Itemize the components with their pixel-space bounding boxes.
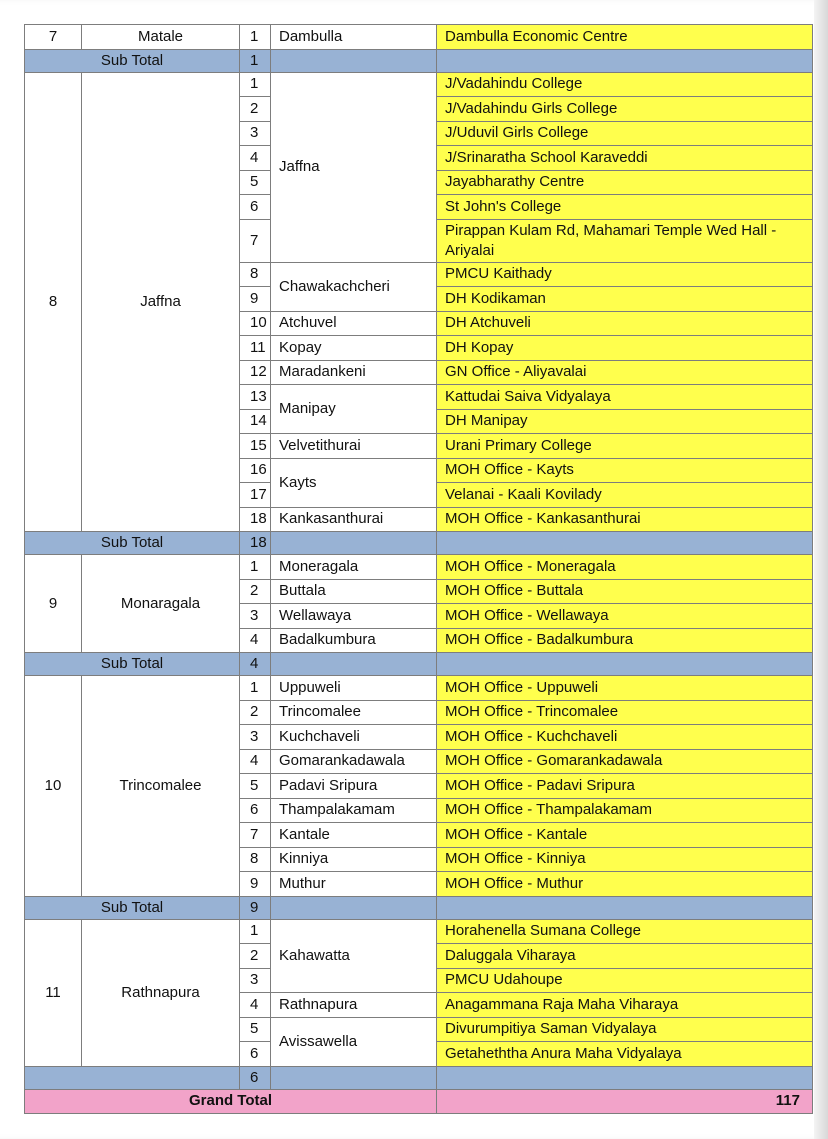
row-number: 14: [240, 409, 271, 434]
sub-total-value: 9: [240, 896, 271, 919]
table-row: [25, 25, 813, 50]
district-number: 7: [25, 25, 82, 50]
location-cell: GN Office - Aliyavalai: [437, 360, 813, 385]
district-name: Matale: [82, 25, 240, 50]
location-cell: J/Vadahindu Girls College: [437, 97, 813, 122]
location-cell: Dambulla Economic Centre: [437, 25, 813, 50]
sub-total-row: [25, 653, 813, 676]
location-cell: MOH Office - Trincomalee: [437, 700, 813, 725]
district-name: Rathnapura: [82, 919, 240, 1066]
location-cell: MOH Office - Kankasanthurai: [437, 507, 813, 532]
division-name: Kahawatta: [271, 919, 437, 993]
division-name: Wellawaya: [271, 604, 437, 629]
division-name: Padavi Sripura: [271, 774, 437, 799]
sub-total-row: [25, 896, 813, 919]
district-number: 8: [25, 72, 82, 532]
location-cell: Urani Primary College: [437, 434, 813, 459]
sub-total-label: Sub Total: [25, 896, 240, 919]
location-cell: MOH Office - Muthur: [437, 872, 813, 897]
row-number: 1: [240, 555, 271, 580]
row-number: 5: [240, 170, 271, 195]
division-name: Dambulla: [271, 25, 437, 50]
location-cell: J/Vadahindu College: [437, 72, 813, 97]
district-number: 10: [25, 676, 82, 897]
sub-total-value: 6: [240, 1066, 271, 1089]
location-cell: MOH Office - Buttala: [437, 579, 813, 604]
division-name: Velvetithurai: [271, 434, 437, 459]
row-number: 13: [240, 385, 271, 410]
location-cell: MOH Office - Kayts: [437, 458, 813, 483]
grand-total-label: Grand Total: [25, 1089, 437, 1113]
location-cell: Getaheththa Anura Maha Vidyalaya: [437, 1042, 813, 1067]
division-name: Rathnapura: [271, 993, 437, 1018]
district-name: Jaffna: [82, 72, 240, 532]
row-number: 2: [240, 944, 271, 969]
location-cell: Anagammana Raja Maha Viharaya: [437, 993, 813, 1018]
row-number: 3: [240, 604, 271, 629]
table-row: [25, 555, 813, 580]
table-row: [25, 676, 813, 701]
division-name: Uppuweli: [271, 676, 437, 701]
row-number: 5: [240, 1017, 271, 1042]
row-number: 18: [240, 507, 271, 532]
sub-total-label: Sub Total: [25, 653, 240, 676]
table-row: [25, 919, 813, 944]
district-name: Trincomalee: [82, 676, 240, 897]
row-number: 4: [240, 628, 271, 653]
sub-total-label: Sub Total: [25, 532, 240, 555]
row-number: 1: [240, 919, 271, 944]
location-cell: Daluggala Viharaya: [437, 944, 813, 969]
row-number: 1: [240, 72, 271, 97]
division-name: Kuchchaveli: [271, 725, 437, 750]
location-cell: Pirappan Kulam Rd, Mahamari Temple Wed Hall - Ariyalai: [437, 219, 813, 262]
location-cell: DH Kopay: [437, 336, 813, 361]
location-cell: St John's College: [437, 195, 813, 220]
row-number: 1: [240, 676, 271, 701]
division-name: Avissawella: [271, 1017, 437, 1066]
row-number: 6: [240, 1042, 271, 1067]
row-number: 7: [240, 823, 271, 848]
row-number: 3: [240, 968, 271, 993]
division-name: Maradankeni: [271, 360, 437, 385]
division-name: Kayts: [271, 458, 437, 507]
row-number: 4: [240, 993, 271, 1018]
division-name: Thampalakamam: [271, 798, 437, 823]
sub-total-value: 18: [240, 532, 271, 555]
row-number: 6: [240, 798, 271, 823]
row-number: 12: [240, 360, 271, 385]
location-cell: MOH Office - Badalkumbura: [437, 628, 813, 653]
sub-total-value: 4: [240, 653, 271, 676]
location-cell: Horahenella Sumana College: [437, 919, 813, 944]
location-cell: MOH Office - Thampalakamam: [437, 798, 813, 823]
sub-total-row: [25, 49, 813, 72]
row-number: 10: [240, 311, 271, 336]
location-cell: PMCU Kaithady: [437, 262, 813, 287]
district-number: 11: [25, 919, 82, 1066]
location-cell: MOH Office - Gomarankadawala: [437, 749, 813, 774]
location-cell: DH Kodikaman: [437, 287, 813, 312]
location-cell: Jayabharathy Centre: [437, 170, 813, 195]
grand-total-value: 117: [437, 1089, 813, 1113]
row-number: 3: [240, 121, 271, 146]
division-name: Badalkumbura: [271, 628, 437, 653]
location-cell: Kattudai Saiva Vidyalaya: [437, 385, 813, 410]
sub-total-label: Sub Total: [25, 49, 240, 72]
row-number: 9: [240, 287, 271, 312]
row-number: 5: [240, 774, 271, 799]
row-number: 4: [240, 146, 271, 171]
grand-total-row: [25, 1089, 813, 1113]
row-number: 2: [240, 97, 271, 122]
location-cell: MOH Office - Wellawaya: [437, 604, 813, 629]
division-name: Kopay: [271, 336, 437, 361]
location-cell: J/Uduvil Girls College: [437, 121, 813, 146]
location-cell: MOH Office - Kantale: [437, 823, 813, 848]
division-name: Moneragala: [271, 555, 437, 580]
row-number: 11: [240, 336, 271, 361]
row-number: 2: [240, 700, 271, 725]
location-cell: MOH Office - Kinniya: [437, 847, 813, 872]
location-cell: MOH Office - Moneragala: [437, 555, 813, 580]
vaccination-centre-table: [24, 24, 813, 1114]
division-name: Trincomalee: [271, 700, 437, 725]
division-name: Buttala: [271, 579, 437, 604]
division-name: Atchuvel: [271, 311, 437, 336]
location-cell: MOH Office - Uppuweli: [437, 676, 813, 701]
sub-total-value: 1: [240, 49, 271, 72]
row-number: 7: [240, 219, 271, 262]
division-name: Kankasanthurai: [271, 507, 437, 532]
division-name: Kinniya: [271, 847, 437, 872]
location-cell: MOH Office - Kuchchaveli: [437, 725, 813, 750]
table-row: [25, 72, 813, 97]
division-name: Kantale: [271, 823, 437, 848]
row-number: 1: [240, 25, 271, 50]
sub-total-row: [25, 532, 813, 555]
location-cell: DH Manipay: [437, 409, 813, 434]
location-cell: MOH Office - Padavi Sripura: [437, 774, 813, 799]
row-number: 4: [240, 749, 271, 774]
division-name: Chawakachcheri: [271, 262, 437, 311]
location-cell: PMCU Udahoupe: [437, 968, 813, 993]
division-name: Gomarankadawala: [271, 749, 437, 774]
district-number: 9: [25, 555, 82, 653]
row-number: 9: [240, 872, 271, 897]
page-edge: [814, 0, 828, 1139]
location-cell: DH Atchuveli: [437, 311, 813, 336]
row-number: 3: [240, 725, 271, 750]
row-number: 2: [240, 579, 271, 604]
row-number: 17: [240, 483, 271, 508]
division-name: Jaffna: [271, 72, 437, 262]
row-number: 8: [240, 847, 271, 872]
row-number: 6: [240, 195, 271, 220]
location-cell: Velanai - Kaali Kovilady: [437, 483, 813, 508]
row-number: 16: [240, 458, 271, 483]
location-cell: J/Srinaratha School Karaveddi: [437, 146, 813, 171]
sub-total-row: [25, 1066, 813, 1089]
row-number: 8: [240, 262, 271, 287]
division-name: Muthur: [271, 872, 437, 897]
row-number: 15: [240, 434, 271, 459]
location-cell: Divurumpitiya Saman Vidyalaya: [437, 1017, 813, 1042]
division-name: Manipay: [271, 385, 437, 434]
district-name: Monaragala: [82, 555, 240, 653]
